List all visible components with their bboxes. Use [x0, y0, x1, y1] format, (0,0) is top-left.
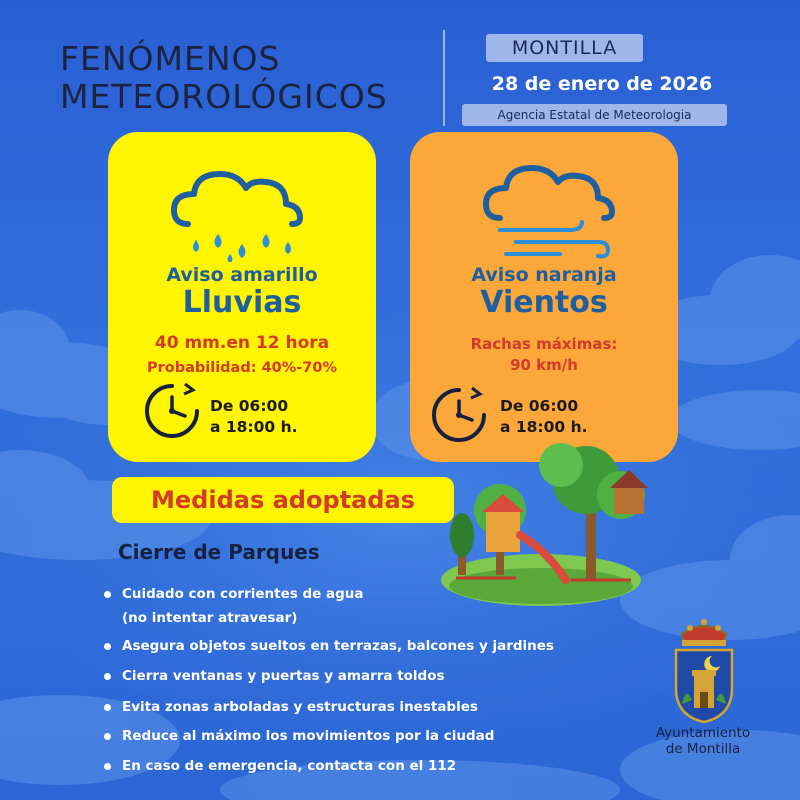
time-range: [500, 396, 588, 438]
park-closure-label: Cierre de Parques: [118, 540, 320, 564]
time-range: [210, 396, 298, 438]
title-line-2: METEOROLÓGICOS: [60, 77, 388, 116]
list-item: Reduce al máximo los movimientos por la ciudad: [104, 726, 494, 746]
wind-gust-label: Rachas máximas:: [470, 335, 618, 353]
rain-cloud-icon: [168, 162, 318, 262]
title-line-1: FENÓMENOS: [60, 39, 281, 78]
list-item: Asegura objetos sueltos en terrazas, balcones y jardines: [104, 636, 554, 656]
time-end: a 18:00 h.: [210, 418, 298, 436]
rain-amount: 40 mm.en 12 hora: [154, 333, 330, 353]
municipality-line-2: de Montilla: [665, 741, 741, 757]
clock-icon: [428, 384, 490, 446]
wind-warning-card: [410, 132, 678, 462]
header-divider: [443, 30, 445, 126]
measures-heading: Medidas adoptadas: [112, 477, 454, 523]
list-item: Cierra ventanas y puertas y amarra toldos: [104, 666, 445, 686]
time-end: a 18:00 h.: [500, 418, 588, 436]
time-start: De 06:00: [500, 397, 579, 415]
municipality-line-1: Ayuntamiento: [655, 725, 751, 741]
list-item: Evita zonas arboladas y estructuras inestables: [104, 697, 478, 717]
warning-level: Aviso naranja: [471, 264, 617, 286]
wind-gust-speed: 90 km/h: [510, 356, 578, 374]
list-item-continuation: (no intentar atravesar): [122, 610, 298, 626]
page-title: [60, 40, 440, 116]
phenomenon-label: Vientos: [480, 285, 608, 320]
warning-level: Aviso amarillo: [166, 264, 318, 286]
agency-label: Agencia Estatal de Meteorologia: [462, 104, 727, 126]
time-start: De 06:00: [210, 397, 289, 415]
coat-of-arms-icon: [668, 616, 740, 724]
park-illustration: [436, 440, 651, 615]
clock-icon: [141, 380, 203, 442]
phenomenon-label: Lluvias: [182, 285, 302, 320]
list-item: En caso de emergencia, contacta con el 112: [104, 756, 456, 776]
rain-probability: Probabilidad: 40%-70%: [146, 360, 337, 376]
rain-warning-card: [108, 132, 376, 462]
place-label: MONTILLA: [486, 34, 643, 62]
municipality-name: [640, 725, 766, 757]
list-item: Cuidado con corrientes de agua: [104, 584, 364, 604]
wind-cloud-icon: [480, 162, 630, 262]
date-label: 28 de enero de 2026: [491, 73, 713, 95]
